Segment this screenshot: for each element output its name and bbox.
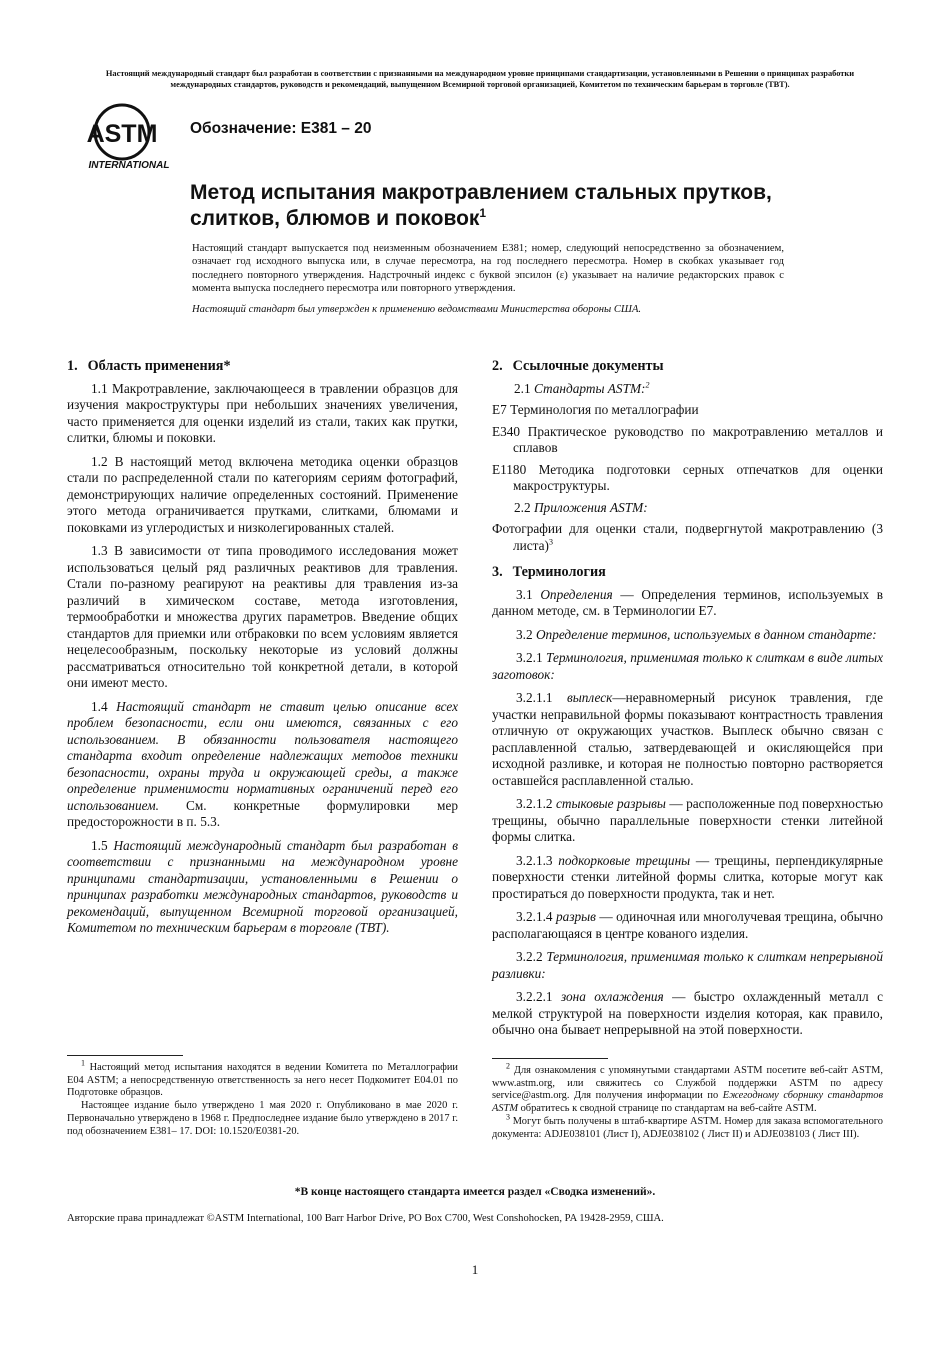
paragraph-3-2-1-4 xyxy=(492,909,883,942)
footnote-mark: 2 xyxy=(645,380,650,390)
paragraph-label: Приложения ASTM: xyxy=(533,499,648,515)
paragraph-number: 1.5 xyxy=(91,837,108,853)
designation: Обозначение: E381 – 20 xyxy=(190,120,372,137)
summary-of-changes-note: *В конце настоящего стандарта имеется раздел «Сводка изменений». xyxy=(294,1186,656,1198)
paragraph-number: 3.2.2 xyxy=(516,949,543,964)
logo-text: ASTM xyxy=(86,120,158,148)
section-number: 3. xyxy=(492,564,503,580)
footnote-italic: Ежегодному сборнику стандартов ASTM xyxy=(492,1090,883,1115)
term: разрыв xyxy=(556,909,596,924)
paragraph-2-1 xyxy=(492,381,883,398)
reference-photos xyxy=(492,521,883,554)
paragraph-number: 1.4 xyxy=(91,698,108,714)
footnote-text: Для ознакомления с упомянутыми стандартами ASTM посетите веб-сайт ASTM, www.astm.org, или свяжитесь со Службой поддержки ASTM по адресу service@astm.org. Для получения информации по xyxy=(492,1065,883,1102)
footnote-1 xyxy=(67,1058,458,1138)
definition: — трещины, перпендикулярные поверхности стенки литейной формы слитка, которые могут как простираться до поверхности продукта, так и нет. xyxy=(492,852,884,901)
definition: — расположенные под поверхностью трещины, обычно параллельные поверхности стенки литейной формы слитка. xyxy=(492,796,884,844)
footnote-mark: 3 xyxy=(548,537,553,547)
paragraph-number: 2.2 xyxy=(514,499,531,515)
footnote-2 xyxy=(492,1061,883,1116)
paragraph-3-2-1 xyxy=(492,650,883,683)
footnote-1-edition: Настоящее издание было утверждено 1 мая 2020 г. Опубликовано в мае 2020 г. Первоначально утверждено в 1968 г. Предпоследнее издание было утверждено в 2017 г. под обозначением E381– 17. DOI: 10.1520/E0381-20. xyxy=(67,1100,458,1137)
footnote-text: Могут быть получены в штаб-квартире ASTM. Номер для заказа вспомогательного документа: ADJE038101 (Лист I), ADJE038102 ( Лист II) и ADJE038103 ( Лист III). xyxy=(492,1115,883,1140)
dod-approval-note: Настоящий стандарт был утвержден к применению ведомствами Министерства обороны США. xyxy=(192,304,642,315)
paragraph-3-2-1-2 xyxy=(492,796,883,846)
paragraph-1-1: 1.1 Макротравление, заключающееся в травлении образцов для изучения макроструктуры при небольших значениях увеличения, часто применяется для оценки изделий из стали, таких как прутки, слитки, блюмы и поковки. xyxy=(67,380,458,445)
paragraph-3-2-1-1 xyxy=(492,690,883,789)
title-footnote-mark: 1 xyxy=(479,206,487,220)
paragraph-label: Терминология, применимая только к слиткам в виде литых заготовок: xyxy=(492,650,883,682)
footnote-mark: 3 xyxy=(506,1112,510,1122)
logo-subtext: INTERNATIONAL xyxy=(88,160,170,171)
top-notice: Настоящий международный стандарт был разработан в соответствии с признанными на международном уровне принципами стандартизации, установленными в Решении о принципах разработки международных стандартов, руководств и рекомендаций, выпущенном Всемирной торговой организацией, Комитетом по техническим барьерам в торговле (ТВТ). xyxy=(105,69,855,89)
paragraph-3-2-1-3 xyxy=(492,853,883,903)
page-number: 1 xyxy=(471,1262,479,1277)
paragraph-tail: См. конкретные формулировки мер предосторожности в п. 5.3. xyxy=(67,797,458,829)
section-3-heading xyxy=(492,564,883,581)
definition: — быстро охлажденный металл с мелкой структурой на поверхности изделия которая, как правило, обычно она бывает непрерывной на этой поверхности. xyxy=(492,989,883,1037)
paragraph-label: Определения xyxy=(540,586,613,602)
paragraph-1-4 xyxy=(67,699,458,831)
astm-logo xyxy=(86,102,172,172)
definition: —неравномерный рисунок травления, где участки неправильной формы показывают контрастность травления отличную от окружающих участков. Выплеск обычно связан с расплавленной сталью, затвердевающей и окисляющейся при исходной разливке, и которая не полностью повторно растворяется оставшейся расплавленной сталью. xyxy=(492,690,883,788)
paragraph-number: 3.2.1.4 xyxy=(516,909,553,924)
paragraph-2-2 xyxy=(492,500,883,517)
safety-statement: Настоящий стандарт не ставит целью описание всех проблем безопасности, если они имеются, связанных с его использованием. В обязанности пользователя настоящего стандарта входит определение надлежащих методов техники безопасности, охраны труда и окружающей среды, а также определение применимости нормативных ограничений перед его использованием. xyxy=(67,698,459,813)
paragraph-text: — Определения терминов, используемых в данном методе, см. в Терминологии E7. xyxy=(492,586,884,618)
reference-e340: E340 Практическое руководство по макротравлению металлов и сплавов xyxy=(492,423,883,455)
paragraph-1-5 xyxy=(67,838,458,937)
term: выплеск xyxy=(566,690,613,705)
footnote-1-text xyxy=(67,1058,458,1100)
standard-note: Настоящий стандарт выпускается под неизменным обозначением E381; номер, следующий непосредственно за обозначением, означает год исходного выпуска или, в случае пересмотра, на год последнего пересмотра. Номер в скобках указывает год последнего повторного утверждения. Надстрочный индекс с буквой эпсилон (ε) указывает на наличие редакторских правок с момента выпуска последнего пересмотра или повторного утверждения. xyxy=(192,243,784,294)
footnote-rule-left xyxy=(67,1055,183,1056)
paragraph-number: 3.2.1.3 xyxy=(516,852,553,868)
reference-e1180: E1180 Методика подготовки серных отпечатков для оценки макроструктуры. xyxy=(492,461,883,493)
paragraph-number: 3.2.1 xyxy=(516,650,543,665)
section-title: Терминология xyxy=(512,564,606,580)
footnote-3 xyxy=(492,1112,883,1141)
reference-text: Фотографии для оценки стали, подвергнутой макротравлению (3 листа) xyxy=(492,521,883,553)
paragraph-3-2-2-1 xyxy=(492,989,883,1039)
paragraph-number: 3.2.1.2 xyxy=(516,796,553,811)
section-title: Область применения* xyxy=(87,358,231,374)
document-title xyxy=(190,180,810,232)
reference-e7: E7 Терминология по металлографии xyxy=(492,402,699,417)
term: зона охлаждения xyxy=(560,989,664,1004)
footnote-rule-right xyxy=(492,1058,608,1059)
paragraph-number: 3.1 xyxy=(516,586,533,602)
section-number: 2. xyxy=(492,358,503,374)
title-text: Метод испытания макротравлением стальных прутков, слитков, блюмов и поковок xyxy=(190,181,772,230)
right-column xyxy=(492,355,883,1046)
paragraph-1-2: 1.2 В настоящий метод включена методика оценки образцов стали по распределенной стали по категориям сериям фотографий, демонстрирующих наличие определенных состояний. Применение этого метода ограничивается прутками, слитками, блюмами и поковками из углеродистых и низколегированных сталей. xyxy=(67,453,458,535)
footnote-mark: 2 xyxy=(506,1061,510,1071)
paragraph-label: Стандарты ASTM: xyxy=(533,380,646,396)
paragraph-number: 3.2.2.1 xyxy=(516,989,553,1004)
paragraph-1-3: 1.3 В зависимости от типа проводимого исследования может использоваться целый ряд различных реактивов для травления. Стали по-разному реагируют на реактивы для травления из-за различий в химическом составе, метода изготовления, термообработки и множества других параметров. Введение общих стандартов для приемки или отбраковки по всем условиям является нецелесообразным, поскольку некоторые из условий должны рассматриваться относительно той конкретной детали, в которой они имеют место. xyxy=(67,543,458,690)
wto-statement: Настоящий международный стандарт был разработан в соответствии с признанными на международном уровне принципами стандартизации, установленными в Решении о принципах разработки международных стандартов, руководств и рекомендаций, выпущенном Всемирной торговой организацией, Комитетом по техническим барьерам в торговле (ТВТ). xyxy=(67,837,458,935)
section-number: 1. xyxy=(67,358,78,374)
footnote-mark: 1 xyxy=(81,1058,85,1068)
left-column xyxy=(67,355,458,944)
footnotes-right xyxy=(492,1061,883,1141)
copyright-line: Авторские права принадлежат ©ASTM International, 100 Barr Harbor Drive, PO Box C700, West Conshohocken, PA 19428-2959, США. xyxy=(67,1213,664,1224)
paragraph-3-2 xyxy=(492,627,883,644)
paragraph-label: Терминология, применимая только к слиткам непрерывной разливки: xyxy=(492,949,884,981)
footnote-text: обратитесь к сводной странице по стандартам на веб-сайте ASTM. xyxy=(520,1103,817,1115)
paragraph-number: 2.1 xyxy=(514,380,531,396)
footnote-text: Настоящий метод испытания находятся в ведении Комитета по Металлографии E04 ASTM; а непосредственную ответственность за него несет Подкомитет E04.01 по Подготовке образцов. xyxy=(67,1062,458,1099)
section-title: Ссылочные документы xyxy=(512,358,664,374)
paragraph-number: 3.2.1.1 xyxy=(516,690,553,705)
paragraph-3-2-2 xyxy=(492,949,883,982)
paragraph-3-1 xyxy=(492,587,883,620)
section-2-heading xyxy=(492,358,883,375)
definition: — одиночная или многолучевая трещина, обычно располагающаяся в центре кованого изделия. xyxy=(492,909,883,941)
paragraph-number: 3.2 xyxy=(516,626,533,642)
section-1-heading xyxy=(67,358,458,375)
term: подкорковые трещины xyxy=(558,852,691,868)
term: стыковые разрывы xyxy=(556,796,666,811)
paragraph-label: Определение терминов, используемых в данном стандарте: xyxy=(535,626,877,642)
